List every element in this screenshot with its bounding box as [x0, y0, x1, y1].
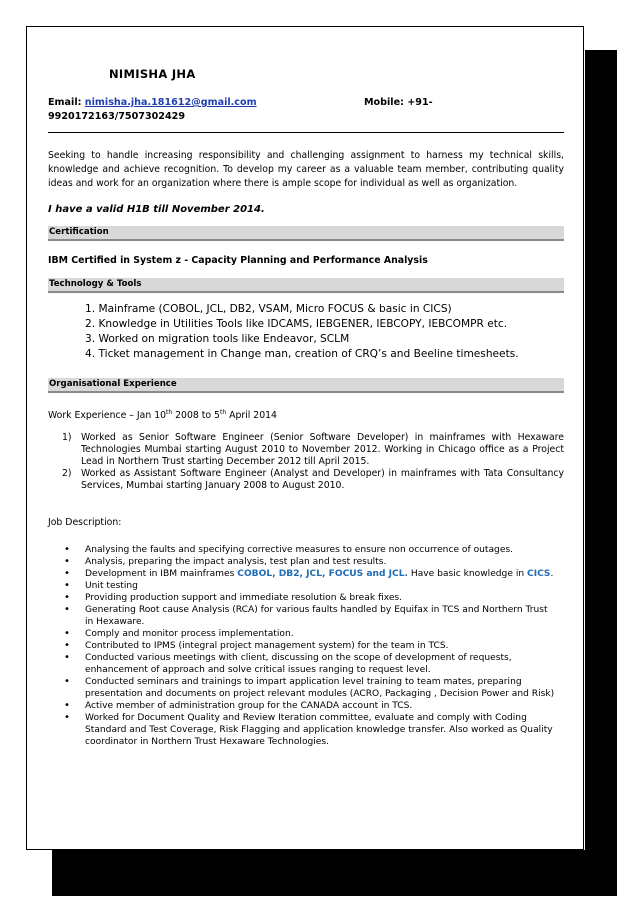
bullet-icon: •: [64, 712, 70, 723]
list-number: 1): [62, 432, 72, 443]
section-certification-title: Certification: [49, 227, 109, 237]
list-item: [48, 432, 564, 468]
job-description-list: [48, 544, 558, 748]
h1b-statement: I have a valid H1B till November 2014.: [48, 204, 265, 215]
highlighted-skills: COBOL, DB2, JCL, FOCUS and JCL.: [237, 569, 408, 579]
section-tools: [48, 278, 564, 293]
page-shadow-bottom: [52, 850, 617, 896]
email-line: [48, 97, 257, 108]
job-item-text: Worked for Document Quality and Review Iteration committee, evaluate and comply with Coding Standard and Test Coverage, Risk Flagging and application knowledge transfer. Also worked as Quality coordinator in Northern Trust Hexaware Technologies.: [85, 713, 553, 747]
list-item: 1. Mainframe (COBOL, JCL, DB2, VSAM, Micro FOCUS & basic in CICS): [85, 303, 452, 315]
work-experience-range: [48, 409, 277, 421]
section-certification: [48, 226, 564, 241]
list-item: [48, 580, 558, 592]
list-item: [48, 628, 558, 640]
section-organisational-experience: [48, 378, 564, 393]
bullet-icon: •: [64, 580, 70, 591]
email-label: Email:: [48, 97, 82, 108]
list-item: [48, 652, 558, 676]
certification-text: IBM Certified in System z - Capacity Planning and Performance Analysis: [48, 255, 428, 266]
header-divider: [48, 132, 564, 133]
tools-list: [85, 302, 519, 362]
bullet-icon: •: [64, 700, 70, 711]
job-item-text: Development in IBM mainframes: [85, 569, 238, 579]
bullet-icon: •: [64, 676, 70, 687]
list-item: [48, 700, 558, 712]
bullet-icon: •: [64, 604, 70, 615]
work-range-start: Work Experience – Jan 10: [48, 410, 167, 422]
job-item-text: Active member of administration group for the CANADA account in TCS.: [85, 701, 413, 711]
section-tools-title: Technology & Tools: [49, 279, 142, 289]
page-shadow-right: [585, 50, 617, 896]
job-description-heading: Job Description:: [48, 517, 122, 528]
ordinal-suffix: th: [219, 409, 227, 416]
objective-paragraph: Seeking to handle increasing responsibility and challenging assignment to harness my technical skills, knowledge and achieve recognition. To develop my career as a valuable team member, contributing quality ideas and work for an organization where there is ample scope for individual as well as organization.: [48, 150, 564, 189]
experience-list: [48, 432, 564, 492]
list-item: 3. Worked on migration tools like Endeavor, SCLM: [85, 333, 350, 345]
job-item-text: Conducted various meetings with client, discussing on the scope of development of requests, enhancement of approach and solve critical issues ranging to request level.: [85, 653, 512, 675]
bullet-icon: •: [64, 568, 70, 579]
job-item-text: Analysis, preparing the impact analysis, test plan and test results.: [85, 557, 387, 567]
phone-numbers: 9920172163/7507302429: [48, 111, 186, 122]
job-item-text: Conducted seminars and trainings to impart application level training to team mates, preparing presentation and documents on project relevant modules (ACRO, Packaging , Decision Power and Risk): [85, 677, 555, 699]
work-range-mid: 2008 to 5: [172, 410, 220, 422]
list-item: 4. Ticket management in Change man, creation of CRQ’s and Beeline timesheets.: [85, 348, 519, 360]
bullet-icon: •: [64, 640, 70, 651]
work-range-end: April 2014: [226, 410, 277, 422]
list-number: 2): [62, 468, 72, 479]
list-item: [48, 676, 558, 700]
bullet-icon: •: [64, 592, 70, 603]
job-item-text: Have basic knowledge in: [407, 569, 528, 579]
list-item: [48, 604, 558, 628]
list-item: [48, 592, 558, 604]
ordinal-suffix: th: [166, 409, 173, 416]
job-item-text: Analysing the faults and specifying corrective measures to ensure non occurrence of outages.: [85, 545, 514, 555]
list-item: [48, 568, 558, 580]
job-item-text: Generating Root cause Analysis (RCA) for various faults handled by Equifax in TCS and Northern Trust in Hexaware.: [85, 605, 548, 627]
experience-text: Worked as Assistant Software Engineer (Analyst and Developer) in mainframes with Tata Consultancy Services, Mumbai starting January 2008 to August 2010.: [81, 468, 564, 491]
mobile-label: Mobile: +91-: [364, 97, 433, 108]
job-item-text: Providing production support and immediate resolution & break fixes.: [85, 593, 403, 603]
job-item-text: Contributed to IPMS (integral project management system) for the team in TCS.: [85, 641, 449, 651]
job-item-text: .: [550, 569, 554, 579]
bullet-icon: •: [64, 556, 70, 567]
bullet-icon: •: [64, 628, 70, 639]
job-item-text: Comply and monitor process implementation.: [85, 629, 294, 639]
bullet-icon: •: [64, 544, 70, 555]
list-item: [48, 556, 558, 568]
list-item: [48, 544, 558, 556]
list-item: [48, 712, 558, 748]
resume-page: [26, 26, 584, 850]
candidate-name: NIMISHA JHA: [109, 67, 196, 81]
section-org-title: Organisational Experience: [49, 379, 177, 389]
experience-text: Worked as Senior Software Engineer (Senior Software Developer) in mainframes with Hexaware Technologies Mumbai starting August 2010 to November 2012. Working in Chicago office as a Project Lead in Northern Trust starting December 2012 till April 2015.: [81, 432, 564, 467]
list-item: [48, 640, 558, 652]
list-item: 2. Knowledge in Utilities Tools like IDCAMS, IEBGENER, IEBCOPY, IEBCOMPR etc.: [85, 318, 508, 330]
bullet-icon: •: [64, 652, 70, 663]
email-link[interactable]: nimisha.jha.181612@gmail.com: [84, 97, 257, 108]
highlighted-skills: CICS: [527, 569, 551, 579]
job-item-text: Unit testing: [85, 581, 138, 591]
list-item: [48, 468, 564, 492]
